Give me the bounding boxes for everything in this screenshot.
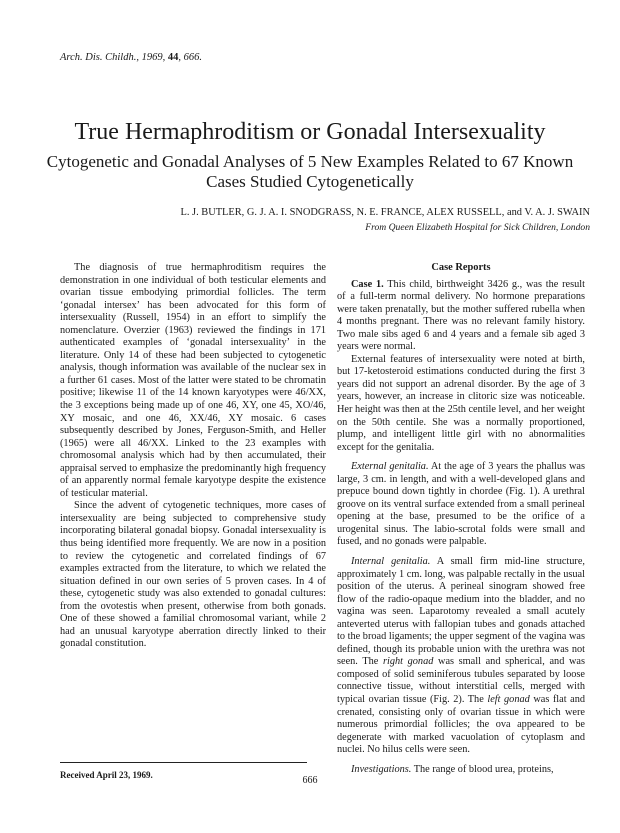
internal-genitalia-label: Internal genitalia. — [351, 555, 431, 567]
intro-paragraph-2: Since the advent of cytogenetic techniques, more cases of intersexuality are being subjected to comprehensive study incorporating bilateral gonadal biopsy. Gonadal intersexuality is thus being identified more frequently. We are now in a position to review the cytogenetic and correlated findings of 67 examples extracted from the literature, to which we related the situation defined in our own series of 5 proven cases. In 4 of these, cytogenetic study was also extended to gonadal cultures: from the ovotestis when present, otherwise from both gonads. One of these showed a familial chromosomal variant, while 2 had an unusual karyotype aberration directly linked to their gonadal constitution. — [60, 500, 326, 650]
footnote-divider — [60, 762, 307, 763]
case1-paragraph-1 — [337, 279, 585, 354]
article-title: True Hermaphroditism or Gonadal Intersexuality — [74, 119, 546, 145]
internal-genitalia-text-a: A small firm mid-line structure, approximately 1 cm. long, was palpable rectally in the usual position of the uterus. A perineal sinogram showed free flow of the radio-opaque medium into the bladder, and no vagina was seen. Laparotomy revealed a small acutely anteverted uterus with fallopian tubes and gonads attached to the broad ligaments; the upper segment of the vagina was defined, though its probable union with the urethra was not seen. The — [337, 555, 585, 668]
internal-genitalia-paragraph — [337, 556, 585, 757]
article-authors: L. J. BUTLER, G. J. A. I. SNODGRASS, N. E. FRANCE, ALEX RUSSELL, and V. A. J. SWAIN — [180, 207, 590, 218]
investigations-text: The range of blood urea, proteins, — [413, 763, 554, 775]
investigations-label: Investigations. — [351, 763, 412, 775]
received-date: Received April 23, 1969. — [60, 770, 153, 780]
case1-text-1: This child, birthweight 3426 g., was the result of a full-term normal delivery. No hormone preparations were taken prenatally, but the mother suffered rubella when 4 months pregnant. There was no relevant family history. Two male sibs aged 6 and 4 years and a female sib aged 3 years were normal. — [337, 278, 585, 353]
left-column — [60, 262, 326, 651]
article-subtitle: Cytogenetic and Gonadal Analyses of 5 New Examples Related to 67 Known Cases Studied Cytogenetically — [46, 152, 574, 191]
right-gonad-term: right gonad — [382, 656, 434, 668]
right-column — [337, 262, 585, 776]
journal-citation — [60, 52, 202, 63]
case1-paragraph-2: External features of intersexuality were noted at birth, but 17-ketosteroid estimations conducted during the first 3 years did not support an adrenal disorder. By the age of 3 years, however, an increase in clitoric size was noticeable. Her height was then at the 25th centile level, and her weight on the 50th centile. She was a normally proportioned, plump, and intelligent little girl with no abnormalities except for the genitalia. — [337, 353, 585, 453]
intro-paragraph-1: The diagnosis of true hermaphroditism requires the demonstration in one individual of both testicular elements and ovarian tissue embodying primordial follicles. The term ‘gonadal intersex’ has been advocated for this form of intersexuality (Russell, 1954) in an effort to simplify the nomenclature. Overzier (1963) reviewed the findings in 171 authenticated examples of ‘gonadal intersexuality’ in the literature. Only 14 of these had been subjected to cytogenetic analysis, though information was available of the nuclear sex in a further 61 cases. Most of the latter were stated to be chromatin positive; likewise 11 of the 14 known karyotypes were 46/XX, the 3 exceptions being made up of one 46, XY, one 45, XO/46, XY mosaic, and one 46, XX/46, XY mosaic. 6 cases subsequently described by Jones, Ferguson-Smith, and Heller (1965) were all 46/XX. Linked to the 23 examples with chromosomal analysis which had by then accumulated, their appraisal served to emphasize the predominantly high frequency of an apparently normal female karyotype despite the existence of testicular material. — [60, 262, 326, 499]
case-reports-heading: Case Reports — [431, 262, 491, 273]
citation-page: , 666. — [178, 52, 202, 63]
left-gonad-term: left gonad — [487, 694, 530, 705]
internal-genitalia-text-c: was flat and crenated, consisting only of ovarian tissue in which were numerous primordial follicles; the ova appeared to be degenerate with marked vacuolation of cytoplasm and nuclei. No hilus cells were seen. — [337, 694, 585, 756]
journal-name: Arch. Dis. Childh. — [60, 52, 137, 63]
article-affiliation: From Queen Elizabeth Hospital for Sick Children, London — [365, 222, 590, 233]
internal-genitalia-text-b: was small and spherical, and was composed of solid seminiferous tubules separated by loose connective tissue, without interstitial cells, merged with typical ovarian tissue (Fig. 2). The — [337, 656, 585, 705]
citation-year: , 1969, — [136, 52, 168, 63]
citation-volume: 44 — [167, 52, 179, 63]
external-genitalia-text: At the age of 3 years the phallus was large, 3 cm. in length, and with a well-developed glans and prepuce bound down tightly in chordee (Fig. 1). A urethral groove on its ventral surface extended from a small perineal opening at the base, presumed to be the orifice of a urogenital sinus. The labio-scrotal folds were small and fused, and no gonads were palpable. — [337, 461, 585, 548]
external-genitalia-label: External genitalia. — [351, 461, 429, 473]
case1-label: Case 1. — [351, 278, 384, 290]
page-number: 666 — [302, 775, 318, 786]
external-genitalia-paragraph — [337, 461, 585, 549]
